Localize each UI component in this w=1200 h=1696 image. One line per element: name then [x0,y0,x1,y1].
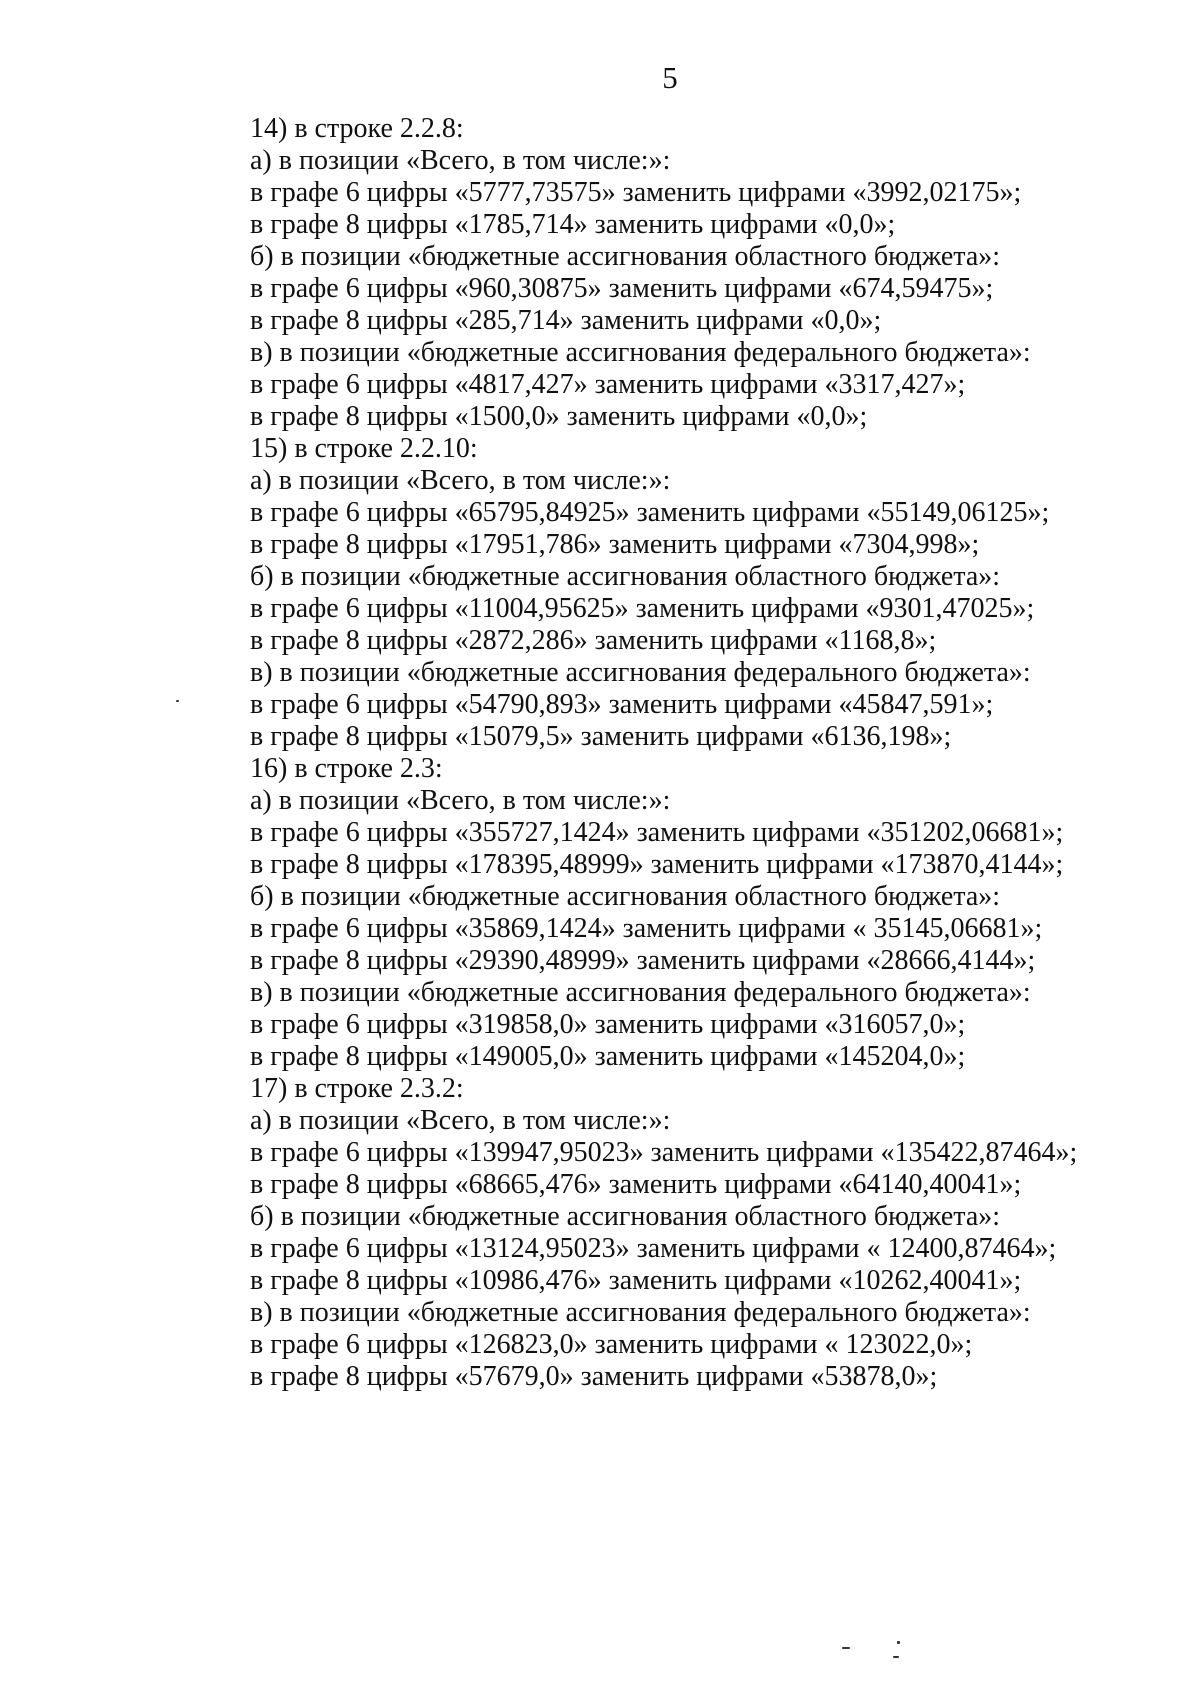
text-line: в графе 6 цифры «319858,0» заменить цифрами «316057,0»; [250,1009,966,1040]
scan-speck [176,700,179,702]
text-line: в графе 6 цифры «355727,1424» заменить цифрами «351202,06681»; [250,817,1064,848]
text-line: в) в позиции «бюджетные ассигнования федерального бюджета»: [250,657,1031,688]
text-line: 14) в строке 2.2.8: [250,113,464,144]
text-line: а) в позиции «Всего, в том числе:»: [250,1105,671,1136]
text-line: 17) в строке 2.3.2: [250,1073,464,1104]
text-line: в графе 8 цифры «1785,714» заменить цифрами «0,0»; [250,209,896,240]
text-line: в графе 8 цифры «17951,786» заменить цифрами «7304,998»; [250,529,980,560]
scan-speck [893,1656,899,1658]
text-line: в) в позиции «бюджетные ассигнования федерального бюджета»: [250,977,1031,1008]
text-line: в графе 6 цифры «13124,95023» заменить цифрами « 12400,87464»; [250,1233,1057,1264]
text-line: а) в позиции «Всего, в том числе:»: [250,785,671,816]
text-line: 16) в строке 2.3: [250,753,443,784]
text-line: в графе 8 цифры «285,714» заменить цифрами «0,0»; [250,305,882,336]
page-number: 5 [662,60,678,95]
text-line: в графе 6 цифры «139947,95023» заменить цифрами «135422,87464»; [250,1137,1078,1168]
text-line: а) в позиции «Всего, в том числе:»: [250,145,671,176]
text-line: в графе 8 цифры «2872,286» заменить цифрами «1168,8»; [250,625,937,656]
text-line: в графе 8 цифры «15079,5» заменить цифрами «6136,198»; [250,721,952,752]
text-line: в графе 8 цифры «68665,476» заменить цифрами «64140,40041»; [250,1169,1022,1200]
text-line: в графе 8 цифры «29390,48999» заменить цифрами «28666,4144»; [250,945,1036,976]
text-line: в графе 8 цифры «10986,476» заменить цифрами «10262,40041»; [250,1265,1022,1296]
text-line: в графе 6 цифры «960,30875» заменить цифрами «674,59475»; [250,273,994,304]
text-line: в графе 6 цифры «65795,84925» заменить цифрами «55149,06125»; [250,497,1050,528]
text-line: в графе 8 цифры «1500,0» заменить цифрами «0,0»; [250,401,868,432]
text-line: в графе 6 цифры «35869,1424» заменить цифрами « 35145,06681»; [250,913,1043,944]
text-line: в) в позиции «бюджетные ассигнования федерального бюджета»: [250,337,1031,368]
text-line: в графе 6 цифры «126823,0» заменить цифрами « 123022,0»; [250,1329,973,1360]
document-body [250,113,1130,1393]
text-line: а) в позиции «Всего, в том числе:»: [250,465,671,496]
text-line: б) в позиции «бюджетные ассигнования областного бюджета»: [250,241,1001,272]
text-line: б) в позиции «бюджетные ассигнования областного бюджета»: [250,881,1001,912]
text-line: 15) в строке 2.2.10: [250,433,478,464]
scan-speck [842,1647,850,1649]
text-line: в графе 6 цифры «54790,893» заменить цифрами «45847,591»; [250,689,994,720]
text-line: в графе 6 цифры «5777,73575» заменить цифрами «3992,02175»; [250,177,1022,208]
scan-speck [897,1641,900,1644]
text-line: б) в позиции «бюджетные ассигнования областного бюджета»: [250,1201,1001,1232]
text-line: б) в позиции «бюджетные ассигнования областного бюджета»: [250,561,1001,592]
text-line: в графе 8 цифры «178395,48999» заменить цифрами «173870,4144»; [250,849,1064,880]
text-line: в) в позиции «бюджетные ассигнования федерального бюджета»: [250,1297,1031,1328]
text-line: в графе 8 цифры «57679,0» заменить цифрами «53878,0»; [250,1361,938,1392]
text-line: в графе 6 цифры «4817,427» заменить цифрами «3317,427»; [250,369,966,400]
text-line: в графе 6 цифры «11004,95625» заменить цифрами «9301,47025»; [250,593,1035,624]
text-line: в графе 8 цифры «149005,0» заменить цифрами «145204,0»; [250,1041,966,1072]
